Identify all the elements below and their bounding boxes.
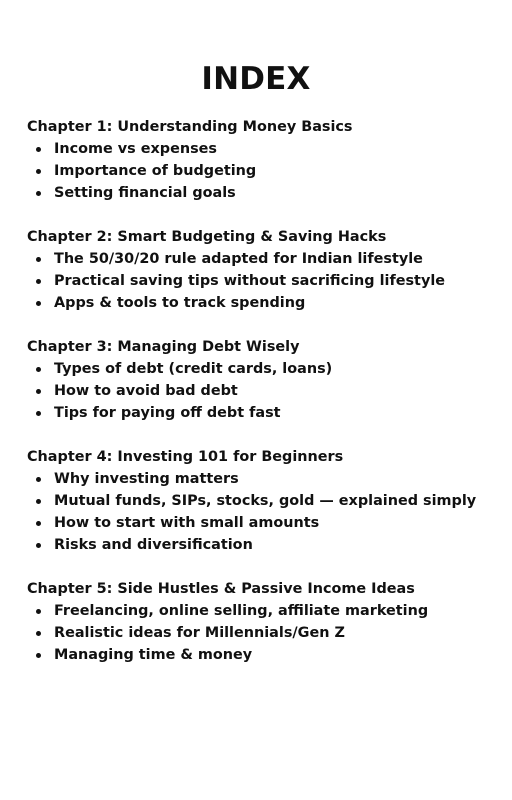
topic-text: The 50/30/20 rule adapted for Indian lifestyle (54, 251, 423, 267)
bullet-icon (36, 477, 41, 482)
chapter-2 (27, 226, 497, 314)
chapter-3 (27, 336, 497, 424)
bullet-icon (36, 609, 41, 614)
bullet-icon (36, 147, 41, 152)
topic-list (27, 248, 497, 314)
topic-text: Importance of budgeting (54, 163, 257, 179)
topic-item (27, 292, 497, 314)
topic-text: How to avoid bad debt (54, 383, 238, 399)
topic-item (27, 248, 497, 270)
topic-item (27, 270, 497, 292)
topic-text: Income vs expenses (54, 141, 217, 157)
chapter-title: Chapter 5: Side Hustles & Passive Income Ideas (27, 581, 415, 597)
topic-text: Risks and diversification (54, 537, 253, 553)
bullet-icon (36, 169, 41, 174)
chapter-title: Chapter 4: Investing 101 for Beginners (27, 449, 344, 465)
bullet-icon (36, 411, 41, 416)
topic-text: Practical saving tips without sacrificing lifestyle (54, 273, 446, 289)
topic-item (27, 138, 497, 160)
topic-text: Freelancing, online selling, affiliate marketing (54, 603, 429, 619)
chapter-5 (27, 578, 497, 666)
topic-item (27, 622, 497, 644)
page-title: INDEX (201, 60, 311, 97)
topic-item (27, 358, 497, 380)
bullet-icon (36, 521, 41, 526)
topic-list (27, 358, 497, 424)
topic-item (27, 644, 497, 666)
chapter-title: Chapter 2: Smart Budgeting & Saving Hacks (27, 229, 387, 245)
topic-text: How to start with small amounts (54, 515, 320, 531)
chapter-title: Chapter 3: Managing Debt Wisely (27, 339, 300, 355)
bullet-icon (36, 301, 41, 306)
topic-item (27, 468, 497, 490)
topic-item (27, 512, 497, 534)
topic-item (27, 160, 497, 182)
topic-item (27, 182, 497, 204)
topic-item (27, 600, 497, 622)
topic-text: Tips for paying off debt fast (54, 405, 281, 421)
bullet-icon (36, 499, 41, 504)
chapter-1 (27, 116, 497, 204)
topic-text: Realistic ideas for Millennials/Gen Z (54, 625, 345, 641)
topic-item (27, 402, 497, 424)
chapter-4 (27, 446, 497, 556)
topic-text: Setting financial goals (54, 185, 236, 201)
bullet-icon (36, 191, 41, 196)
bullet-icon (36, 653, 41, 658)
topic-item (27, 534, 497, 556)
bullet-icon (36, 543, 41, 548)
chapter-title: Chapter 1: Understanding Money Basics (27, 119, 353, 135)
topic-text: Types of debt (credit cards, loans) (54, 361, 333, 377)
bullet-icon (36, 631, 41, 636)
bullet-icon (36, 257, 41, 262)
bullet-icon (36, 279, 41, 284)
topic-list (27, 138, 497, 204)
topic-list (27, 468, 497, 556)
topic-text: Mutual funds, SIPs, stocks, gold — explained simply (54, 493, 477, 509)
topic-text: Managing time & money (54, 647, 253, 663)
topic-text: Apps & tools to track spending (54, 295, 306, 311)
chapter-list (27, 116, 497, 688)
bullet-icon (36, 367, 41, 372)
bullet-icon (36, 389, 41, 394)
topic-list (27, 600, 497, 666)
topic-text: Why investing matters (54, 471, 239, 487)
topic-item (27, 490, 497, 512)
topic-item (27, 380, 497, 402)
